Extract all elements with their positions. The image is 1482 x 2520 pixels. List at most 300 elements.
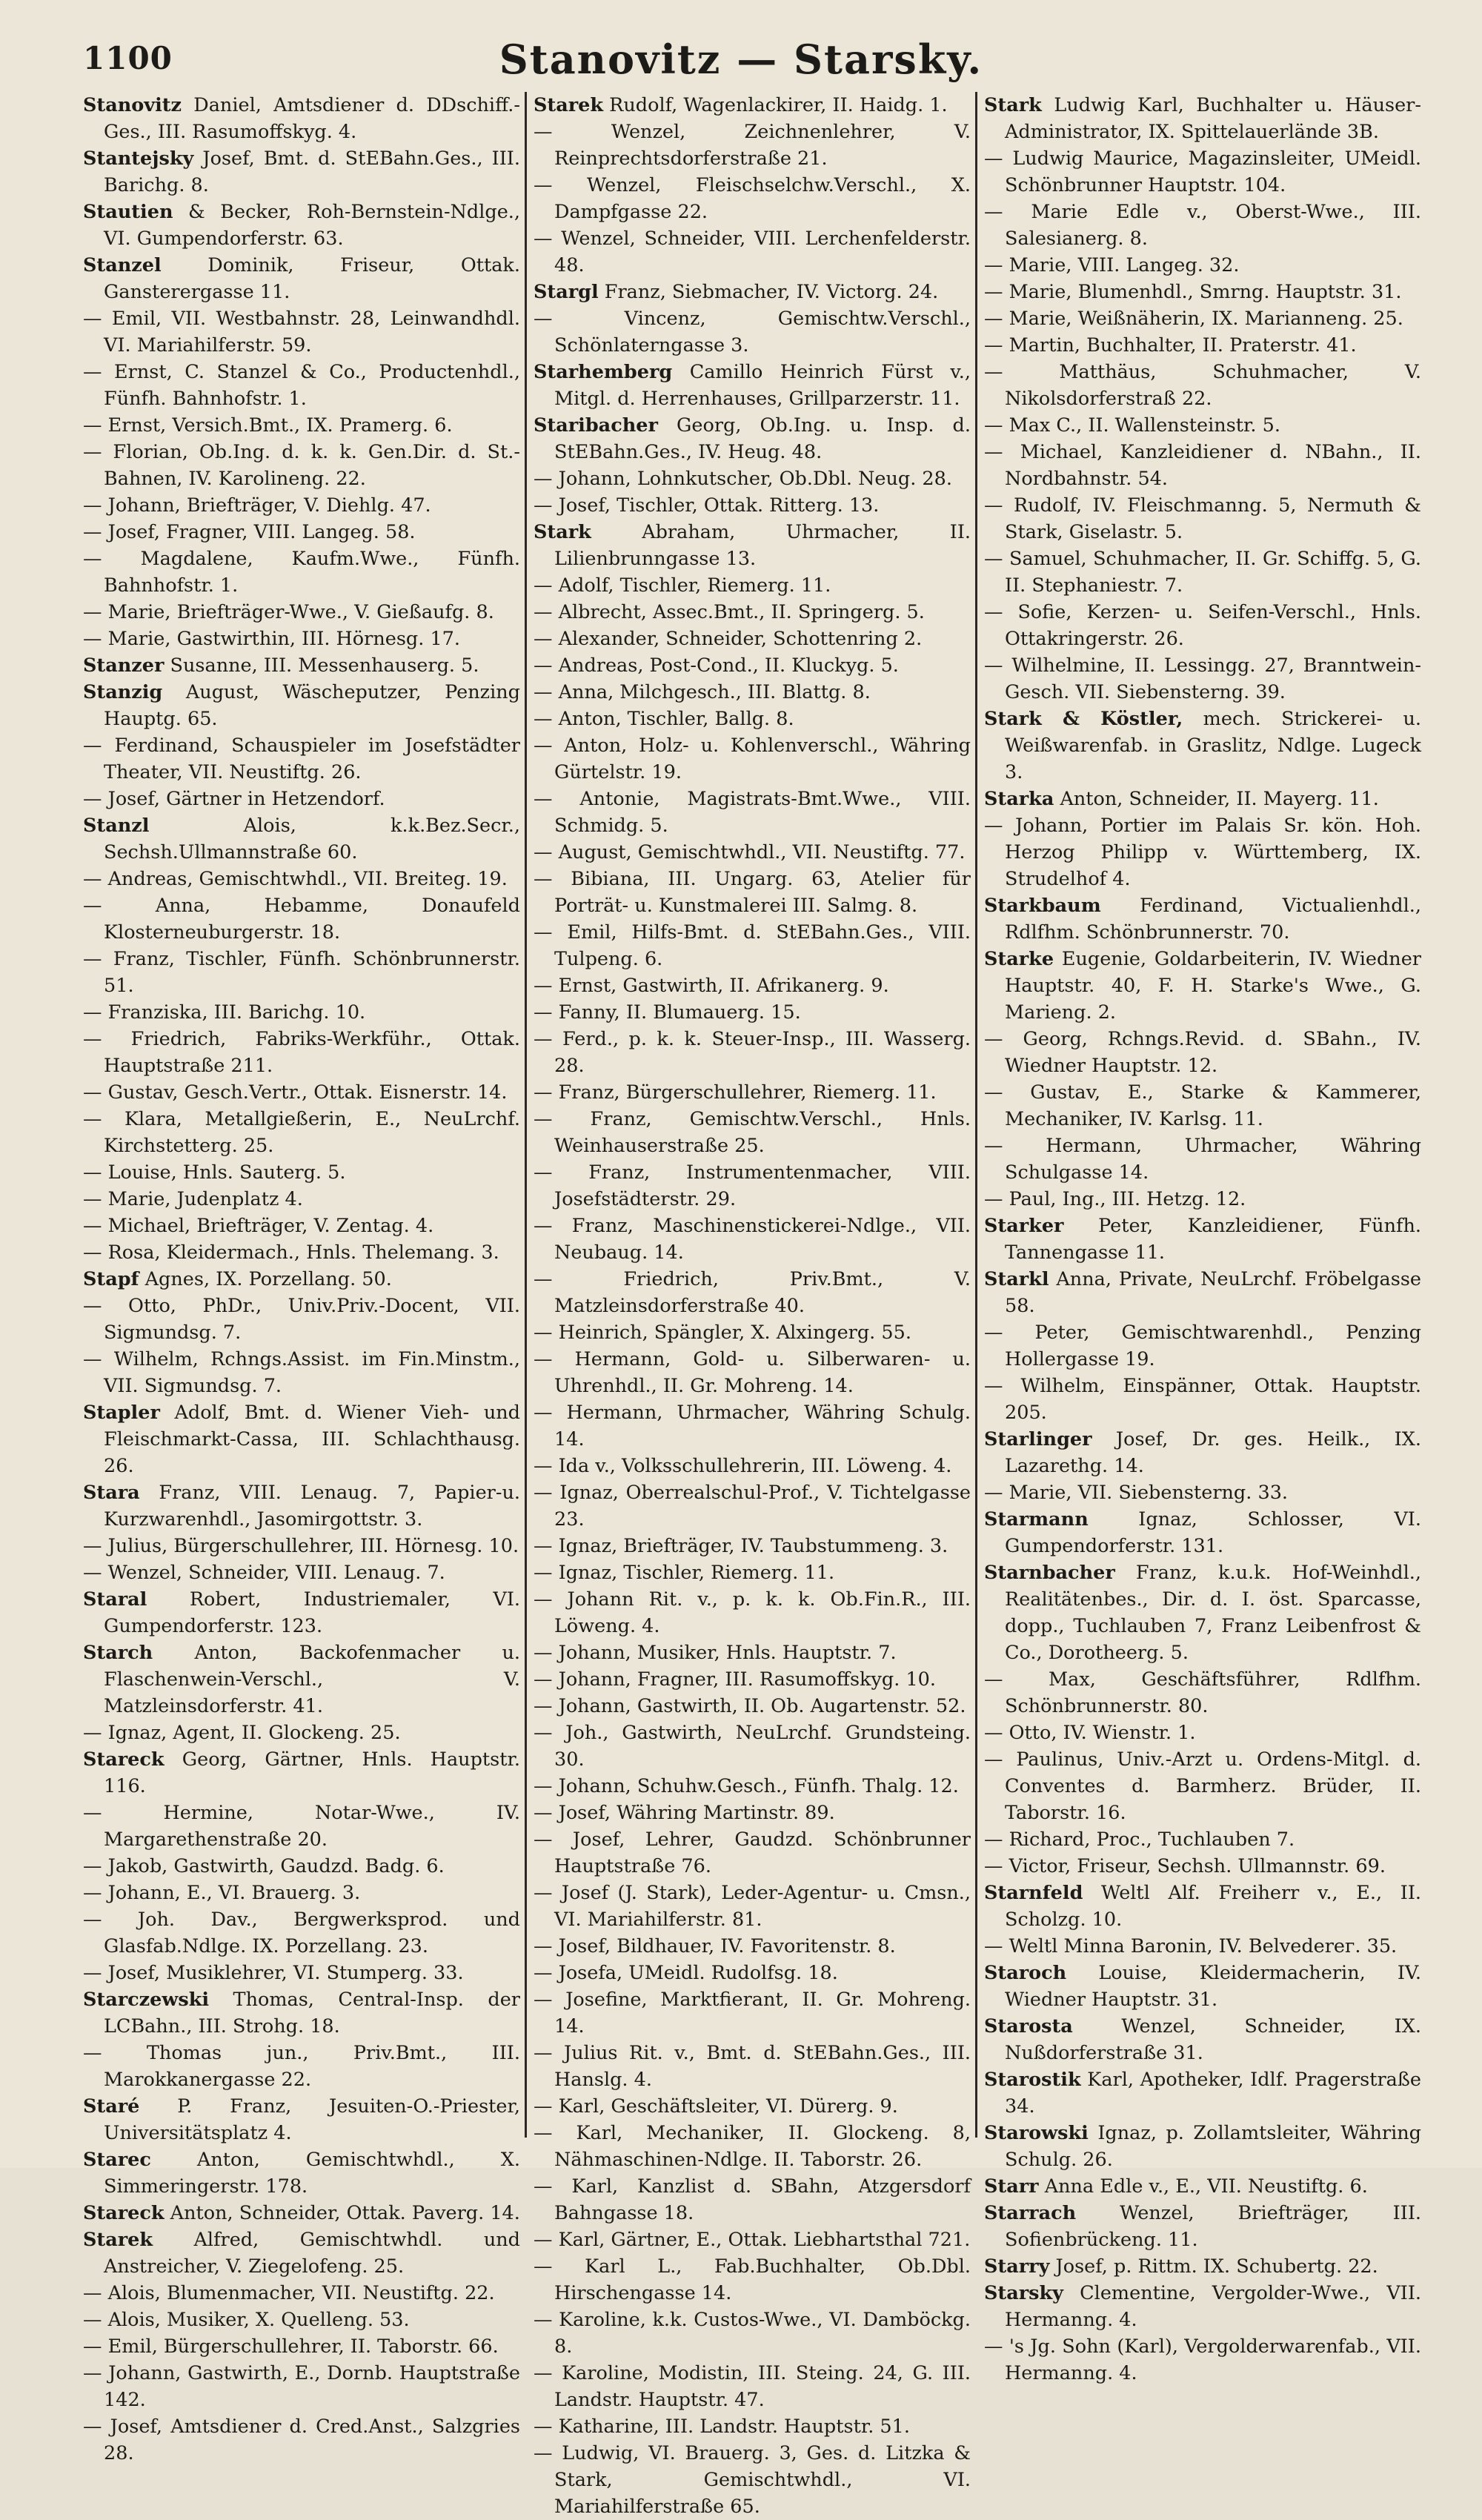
entry-details: — Wenzel, Schneider, VIII. Lerchenfelderstr. 48. [534, 228, 971, 276]
entry-surname: Stara [83, 1482, 140, 1504]
directory-entry [984, 546, 1421, 599]
entry-surname: Stanzig [83, 681, 163, 703]
entry-surname: Stautien [83, 201, 173, 223]
entry-details: — Johann, E., VI. Brauerg. 3. [83, 1882, 361, 1904]
entry-details: — Wenzel, Fleischselchw.Verschl., X. Dampfgasse 22. [534, 174, 971, 223]
directory-entry [83, 2307, 520, 2333]
entry-details: Josef, p. Rittm. IX. Schubertg. 22. [1049, 2255, 1378, 2278]
directory-entry [984, 1746, 1421, 1826]
entry-details: — Karl L., Fab.Buchhalter, Ob.Dbl. Hirschengasse 14. [534, 2255, 971, 2304]
entry-details: Anton, Gemischtwhdl., X. Simmeringerstr. 178. [104, 2149, 520, 2198]
entry-details: — Johann, Portier im Palais Sr. kön. Hoh. Herzog Philipp v. Württemberg, IX. Strudelhof 4. [984, 815, 1421, 890]
directory-entry [83, 1026, 520, 1079]
entry-details: — Rosa, Kleidermach., Hnls. Thelemang. 3. [83, 1241, 499, 1264]
entry-details: — Matthäus, Schuhmacher, V. Nikolsdorferstraß 22. [984, 361, 1421, 410]
directory-entry [83, 492, 520, 519]
entry-details: — Wilhelm, Rchngs.Assist. im Fin.Minstm., VII. Sigmundsg. 7. [83, 1348, 520, 1397]
directory-entry [83, 679, 520, 732]
entry-details: — Michael, Kanzleidiener d. NBahn., II. Nordbahnstr. 54. [984, 441, 1421, 490]
entry-surname: Starry [984, 2255, 1050, 2278]
directory-entry [984, 1266, 1421, 1319]
directory-entry [534, 1666, 971, 1693]
entry-surname: Starch [83, 1642, 153, 1664]
directory-entry [534, 305, 971, 359]
entry-surname: Starosta [984, 2015, 1073, 2037]
entry-details: — Marie, Weißnäherin, IX. Marianneng. 25. [984, 308, 1403, 330]
directory-entry [83, 2360, 520, 2413]
entry-details: Franz, Siebmacher, IV. Victorg. 24. [598, 281, 939, 303]
directory-entry [984, 199, 1421, 252]
directory-entry [83, 305, 520, 359]
entry-details: — Wilhelm, Einspänner, Ottak. Hauptstr. 205. [984, 1375, 1421, 1424]
directory-entry [534, 1399, 971, 1453]
entry-surname: Stapf [83, 1268, 139, 1290]
entry-details: Georg, Gärtner, Hnls. Hauptstr. 116. [104, 1748, 520, 1797]
directory-entry [534, 412, 971, 465]
directory-entry [83, 2280, 520, 2307]
directory-entry [534, 225, 971, 279]
directory-entry [83, 252, 520, 305]
entry-details: — Ignaz, Oberrealschul-Prof., V. Tichtelgasse 23. [534, 1482, 971, 1531]
entry-details: — Ferdinand, Schauspieler im Josefstädter Theater, VII. Neustiftg. 26. [83, 735, 520, 783]
directory-entry [984, 439, 1421, 492]
entry-details: — Katharine, III. Landstr. Hauptstr. 51. [534, 2415, 910, 2438]
entry-details: — Peter, Gemischtwarenhdl., Penzing Hollergasse 19. [984, 1322, 1421, 1370]
entry-details: Anna, Private, NeuLrchf. Fröbelgasse 58. [1005, 1268, 1421, 1317]
entry-details: — Franz, Bürgerschullehrer, Riemerg. 11. [534, 1081, 937, 1104]
directory-entry [534, 359, 971, 412]
entry-details: Anton, Schneider, II. Mayerg. 11. [1054, 788, 1379, 810]
directory-entry [984, 92, 1421, 145]
entry-details: — Anton, Tischler, Ballg. 8. [534, 708, 794, 730]
directory-entry [83, 1346, 520, 1399]
entry-surname: Starke [984, 948, 1054, 970]
entry-details: — Johann, Gastwirth, II. Ob. Augartenstr. 52. [534, 1695, 966, 1717]
entry-surname: Starmann [984, 1508, 1089, 1531]
entry-details: — Thomas jun., Priv.Bmt., III. Marokkanergasse 22. [83, 2042, 520, 2091]
entry-details: — Ernst, C. Stanzel & Co., Productenhdl., Fünfh. Bahnhofstr. 1. [83, 361, 520, 410]
entry-details: — Johann, Musiker, Hnls. Hauptstr. 7. [534, 1642, 897, 1664]
directory-entry [83, 1239, 520, 1266]
entry-details: — Franz, Instrumentenmacher, VIII. Josefstädterstr. 29. [534, 1161, 971, 1210]
directory-entry [984, 1133, 1421, 1186]
entry-details: — Franz, Gemischtw.Verschl., Hnls. Weinhauserstraße 25. [534, 1108, 971, 1157]
directory-entry [83, 359, 520, 412]
entry-details: — Josef, Tischler, Ottak. Ritterg. 13. [534, 494, 880, 517]
directory-entry [534, 866, 971, 919]
column-divider [975, 92, 977, 2138]
directory-entry [83, 1106, 520, 1159]
entry-details: Thomas, Central-Insp. der LCBahn., III. Strohg. 18. [104, 1989, 520, 2037]
entry-details: August, Wäscheputzer, Penzing Hauptg. 65. [104, 681, 520, 730]
directory-entry [83, 412, 520, 439]
directory-entry [83, 2146, 520, 2200]
directory-entry [534, 1346, 971, 1399]
entry-surname: Stanzel [83, 254, 162, 276]
directory-entry [984, 2173, 1421, 2200]
entry-details: Adolf, Bmt. d. Wiener Vieh- und Fleischmarkt-Cassa, III. Schlachthausg. 26. [104, 1402, 520, 1477]
directory-entry [534, 599, 971, 626]
entry-details: — Josef, Bildhauer, IV. Favoritenstr. 8. [534, 1935, 896, 1957]
directory-entry [984, 1373, 1421, 1426]
directory-entry [534, 1479, 971, 1533]
entry-surname: Starczewski [83, 1989, 210, 2011]
directory-entry [984, 145, 1421, 199]
directory-entry [83, 652, 520, 679]
entry-details: — Johann, Briefträger, V. Diehlg. 47. [83, 494, 431, 517]
entry-details: Abraham, Uhrmacher, II. Lilienbrunngasse 13. [554, 521, 971, 570]
entry-details: — Hermann, Gold- u. Silberwaren- u. Uhrenhdl., II. Gr. Mohreng. 14. [534, 1348, 971, 1397]
directory-entry [83, 999, 520, 1026]
entry-details: — Klara, Metallgießerin, E., NeuLrchf. Kirchstetterg. 25. [83, 1108, 520, 1157]
entry-surname: Staral [83, 1588, 147, 1611]
entry-details: — Wilhelmine, II. Lessingg. 27, Branntwein-Gesch. VII. Siebensterng. 39. [984, 654, 1421, 703]
directory-entry [534, 492, 971, 519]
entry-details: — Michael, Briefträger, V. Zentag. 4. [83, 1215, 434, 1237]
entry-details: — Josef, Gärtner in Hetzendorf. [83, 788, 385, 810]
entry-surname: Starrach [984, 2202, 1077, 2224]
entry-details: — Ludwig Maurice, Magazinsleiter, UMeidl. Schönbrunner Hauptstr. 104. [984, 147, 1421, 196]
directory-entry [984, 786, 1421, 812]
directory-entry [534, 2120, 971, 2173]
entry-details: — August, Gemischtwhdl., VII. Neustiftg. 77. [534, 841, 966, 863]
entry-details: — Adolf, Tischler, Riemerg. 11. [534, 574, 831, 597]
entry-details: Susanne, III. Messenhauserg. 5. [164, 654, 479, 677]
entry-surname: Staré [83, 2095, 140, 2118]
directory-entry [534, 2253, 971, 2307]
directory-entry [83, 1986, 520, 2040]
entry-details: — Emil, Hilfs-Bmt. d. StEBahn.Ges., VIII. Tulpeng. 6. [534, 921, 971, 970]
column-1 [83, 92, 520, 2464]
entry-surname: Starkl [984, 1268, 1049, 1290]
entry-details: Alois, k.k.Bez.Secr., Sechsh.Ullmannstraße 60. [104, 815, 520, 863]
directory-entry [534, 652, 971, 679]
entry-surname: Stapler [83, 1402, 160, 1424]
entry-details: — Josefa, UMeidl. Rudolfsg. 18. [534, 1962, 838, 1984]
entry-details: — Karl, Gärtner, E., Ottak. Liebhartsthal 721. [534, 2229, 971, 2251]
directory-entry [534, 1986, 971, 2040]
entry-details: — Fanny, II. Blumauerg. 15. [534, 1001, 801, 1024]
entry-details: — Ignaz, Agent, II. Glockeng. 25. [83, 1722, 401, 1744]
directory-entry [984, 279, 1421, 305]
entry-details: — Gustav, Gesch.Vertr., Ottak. Eisnerstr. 14. [83, 1081, 508, 1104]
entry-surname: Stanzl [83, 815, 150, 837]
entry-surname: Starker [984, 1215, 1064, 1237]
directory-entry [83, 626, 520, 652]
directory-entry [534, 1800, 971, 1826]
directory-entry [83, 1586, 520, 1639]
entry-details: — Emil, VII. Westbahnstr. 28, Leinwandhdl. VI. Mariahilferstr. 59. [83, 308, 520, 357]
running-title: Stanovitz — Starsky. [499, 36, 983, 83]
entry-details: — Hermine, Notar-Wwe., IV. Margarethenstraße 20. [83, 1802, 520, 1851]
entry-details: Ignaz, p. Zollamtsleiter, Währing Schulg. 26. [1005, 2122, 1421, 2171]
entry-details: — Andreas, Gemischtwhdl., VII. Breiteg. 19. [83, 868, 508, 890]
entry-details: — Alois, Musiker, X. Quelleng. 53. [83, 2309, 410, 2331]
entry-details: Wenzel, Schneider, IX. Nußdorferstraße 31. [1005, 2015, 1421, 2064]
entry-details: — Victor, Friseur, Sechsh. Ullmannstr. 69. [984, 1855, 1386, 1877]
directory-entry [984, 1880, 1421, 1933]
entry-details: — Marie, Judenplatz 4. [83, 1188, 303, 1210]
entry-surname: Starostik [984, 2069, 1081, 2091]
directory-entry [83, 1800, 520, 1853]
directory-entry [534, 1159, 971, 1213]
directory-entry [534, 1933, 971, 1960]
entry-details: — Samuel, Schuhmacher, II. Gr. Schiffg. 5, G. II. Stephaniestr. 7. [984, 548, 1421, 597]
entry-details: — Johann, Gastwirth, E., Dornb. Hauptstraße 142. [83, 2362, 520, 2411]
directory-entry [984, 492, 1421, 546]
entry-details: — Karl, Mechaniker, II. Glockeng. 8, Nähmaschinen-Ndlge. II. Taborstr. 26. [534, 2122, 971, 2171]
entry-details: — Josef, Lehrer, Gaudzd. Schönbrunner Hauptstraße 76. [534, 1828, 971, 1877]
entry-details: — Magdalene, Kaufm.Wwe., Fünfh. Bahnhofstr. 1. [83, 548, 520, 597]
directory-entry [534, 839, 971, 866]
entry-details: & Becker, Roh-Bernstein-Ndlge., VI. Gumpendorferstr. 63. [104, 201, 520, 250]
entry-details: — Franz, Tischler, Fünfh. Schönbrunnerstr. 51. [83, 948, 520, 997]
directory-entry [984, 1479, 1421, 1506]
entry-details: — Julius, Bürgerschullehrer, III. Hörnesg. 10. [83, 1535, 519, 1557]
directory-entry [83, 2093, 520, 2146]
entry-details: — Ignaz, Tischler, Riemerg. 11. [534, 1562, 835, 1584]
directory-entry [984, 1826, 1421, 1853]
directory-entry [83, 892, 520, 946]
directory-entry [83, 866, 520, 892]
entry-surname: Staroch [984, 1962, 1067, 1984]
directory-entry [984, 1319, 1421, 1373]
entry-surname: Starnbacher [984, 1562, 1115, 1584]
directory-entry [83, 145, 520, 199]
directory-entry [534, 1880, 971, 1933]
entry-details: Rudolf, Wagenlackirer, II. Haidg. 1. [603, 94, 948, 116]
entry-details: — Otto, IV. Wienstr. 1. [984, 1722, 1196, 1744]
entry-details: — Anna, Milchgesch., III. Blattg. 8. [534, 681, 871, 703]
entry-details: Robert, Industriemaler, VI. Gumpendorferstr. 123. [104, 1588, 520, 1637]
entry-details: — Anna, Hebamme, Donaufeld Klosterneuburgerstr. 18. [83, 895, 520, 944]
entry-details: — Max C., II. Wallensteinstr. 5. [984, 414, 1280, 437]
directory-entry [984, 652, 1421, 706]
directory-entry [534, 626, 971, 652]
entry-details: — Marie, Blumenhdl., Smrng. Hauptstr. 31. [984, 281, 1402, 303]
entry-details: Weltl Alf. Freiherr v., E., II. Scholzg. 10. [1005, 1882, 1421, 1931]
entry-details: — Paul, Ing., III. Hetzg. 12. [984, 1188, 1246, 1210]
directory-entry [83, 1159, 520, 1186]
directory-entry [534, 2307, 971, 2360]
directory-entry [984, 359, 1421, 412]
directory-entry [984, 1720, 1421, 1746]
directory-entry [534, 172, 971, 225]
entry-details: Anna Edle v., E., VII. Neustiftg. 6. [1038, 2175, 1368, 2198]
directory-entry [83, 2040, 520, 2093]
entry-details: Wenzel, Briefträger, III. Sofienbrückeng. 11. [1005, 2202, 1421, 2251]
directory-entry [984, 2280, 1421, 2333]
directory-entry [534, 679, 971, 706]
entry-surname: Stantejsky [83, 147, 194, 170]
directory-entry [984, 1079, 1421, 1133]
entry-details: — Friedrich, Priv.Bmt., V. Matzleinsdorferstraße 40. [534, 1268, 971, 1317]
entry-details: — Alexander, Schneider, Schottenring 2. [534, 628, 923, 650]
directory-entry [984, 892, 1421, 946]
directory-entry [83, 439, 520, 492]
directory-entry [534, 786, 971, 839]
entry-details: — Jakob, Gastwirth, Gaudzd. Badg. 6. [83, 1855, 445, 1877]
entry-details: — Ludwig, VI. Brauerg. 3, Ges. d. Litzka & Stark, Gemischtwhdl., VI. Mariahilferstraße 65. [534, 2442, 971, 2518]
entry-details: — Franziska, III. Barichg. 10. [83, 1001, 366, 1024]
entry-details: — Julius Rit. v., Bmt. d. StEBahn.Ges., III. Hanslg. 4. [534, 2042, 971, 2091]
directory-entry [984, 1933, 1421, 1960]
directory-entry [534, 2440, 971, 2520]
directory-entry [984, 1186, 1421, 1213]
directory-entry [83, 199, 520, 252]
directory-entry [83, 92, 520, 145]
entry-surname: Stanzer [83, 654, 165, 677]
entry-details: — Anton, Holz- u. Kohlenverschl., Währing Gürtelstr. 19. [534, 735, 971, 783]
entry-surname: Starowski [984, 2122, 1089, 2144]
column-divider [525, 92, 527, 2138]
directory-entry [83, 1213, 520, 1239]
entry-details: — Heinrich, Spängler, X. Alxingerg. 55. [534, 1322, 911, 1344]
entry-details: Camillo Heinrich Fürst v., Mitgl. d. Herrenhauses, Grillparzerstr. 11. [554, 361, 971, 410]
entry-details: Georg, Ob.Ing. u. Insp. d. StEBahn.Ges., IV. Heug. 48. [554, 414, 971, 463]
entry-details: — Wenzel, Schneider, VIII. Lenaug. 7. [83, 1562, 445, 1584]
directory-entry [534, 1826, 971, 1880]
directory-entry [984, 599, 1421, 652]
directory-entry [83, 1266, 520, 1293]
entry-details: — Richard, Proc., Tuchlauben 7. [984, 1828, 1295, 1851]
entry-details: — Marie, VIII. Langeg. 32. [984, 254, 1240, 276]
entry-details: — Georg, Rchngs.Revid. d. SBahn., IV. Wiedner Hauptstr. 12. [984, 1028, 1421, 1077]
entry-surname: Starek [83, 2229, 153, 2251]
directory-entry [534, 706, 971, 732]
directory-entry [83, 946, 520, 999]
entry-details: — Marie Edle v., Oberst-Wwe., III. Salesianerg. 8. [984, 201, 1421, 250]
directory-entry [83, 599, 520, 626]
directory-entry [984, 1853, 1421, 1880]
directory-entry [984, 1026, 1421, 1079]
directory-entry [984, 2333, 1421, 2387]
directory-entry [534, 1106, 971, 1159]
directory-entry [984, 252, 1421, 279]
entry-details: — Martin, Buchhalter, II. Praterstr. 41. [984, 334, 1357, 357]
entry-details: — Ernst, Versich.Bmt., IX. Pramerg. 6. [83, 414, 453, 437]
directory-entry [83, 519, 520, 546]
entry-details: — Bibiana, III. Ungarg. 63, Atelier für Porträt- u. Kunstmalerei III. Salmg. 8. [534, 868, 971, 917]
entry-details: — Friedrich, Fabriks-Werkführ., Ottak. Hauptstraße 211. [83, 1028, 520, 1077]
entry-details: Dominik, Friseur, Ottak. Gansterergasse 11. [104, 254, 520, 303]
directory-entry [534, 999, 971, 1026]
directory-entry [534, 1533, 971, 1559]
entry-details: — Ernst, Gastwirth, II. Afrikanerg. 9. [534, 975, 889, 997]
directory-entry [83, 1533, 520, 1559]
directory-entry [534, 465, 971, 492]
entry-details: Daniel, Amtsdiener d. DDschiff.-Ges., III. Rasumoffskyg. 4. [104, 94, 520, 143]
directory-entry [534, 2360, 971, 2413]
entry-details: — Johann, Fragner, III. Rasumoffskyg. 10. [534, 1668, 936, 1691]
entry-details: — Paulinus, Univ.-Arzt u. Ordens-Mitgl. d. Conventes d. Barmherz. Brüder, II. Taborstr. 16. [984, 1748, 1421, 1824]
directory-entry [83, 2413, 520, 2467]
directory-entry [534, 1213, 971, 1266]
directory-entry [83, 1079, 520, 1106]
entry-details: Eugenie, Goldarbeiterin, IV. Wiedner Hauptstr. 40, F. H. Starke's Wwe., G. Marieng. 2. [1005, 948, 1421, 1024]
entry-surname: Stareck [83, 2202, 165, 2224]
entry-details: — Ida v., Volksschullehrerin, III. Löweng. 4. [534, 1455, 952, 1477]
entry-details: Alfred, Gemischtwhdl. und Anstreicher, V. Ziegelofeng. 25. [104, 2229, 520, 2278]
entry-details: Anton, Schneider, Ottak. Paverg. 14. [164, 2202, 520, 2224]
entry-details: Anton, Backofenmacher u. Flaschenwein-Verschl., V. Matzleinsdorferstr. 41. [104, 1642, 520, 1717]
directory-entry [534, 732, 971, 786]
directory-entry [534, 572, 971, 599]
entry-surname: Starek [534, 94, 604, 116]
directory-entry [534, 1720, 971, 1773]
entry-surname: Starr [984, 2175, 1039, 2198]
entry-surname: Stark [984, 94, 1042, 116]
entry-details: — Ignaz, Briefträger, IV. Taubstummeng. 3. [534, 1535, 948, 1557]
entry-details: — Johann, Schuhw.Gesch., Fünfh. Thalg. 12. [534, 1775, 959, 1797]
directory-entry [83, 732, 520, 786]
directory-entry [984, 1213, 1421, 1266]
entry-surname: Starec [83, 2149, 151, 2171]
entry-details: — Louise, Hnls. Sauterg. 5. [83, 1161, 346, 1184]
entry-details: mech. Strickerei- u. Weißwarenfab. in Graslitz, Ndlge. Lugeck 3. [1005, 708, 1421, 783]
entry-details: — Marie, Briefträger-Wwe., V. Gießaufg. 8. [83, 601, 494, 623]
entry-details: — Joh., Gastwirth, NeuLrchf. Grundsteing. 30. [534, 1722, 971, 1771]
directory-entry [83, 1880, 520, 1906]
directory-entry [984, 2066, 1421, 2120]
entry-details: Josef, Dr. ges. Heilk., IX. Lazarethg. 14. [1005, 1428, 1421, 1477]
entry-details: — Karl, Geschäftsleiter, VI. Dürerg. 9. [534, 2095, 898, 2118]
entry-details: Clementine, Vergolder-Wwe., VII. Hermanng. 4. [1005, 2282, 1421, 2331]
directory-entry [534, 2173, 971, 2226]
directory-entry [534, 2226, 971, 2253]
entry-details: — Karl, Kanzlist d. SBahn, Atzgersdorf Bahngasse 18. [534, 2175, 971, 2224]
entry-details: — Josef (J. Stark), Leder-Agentur- u. Cmsn., VI. Mariahilferstr. 81. [534, 1882, 971, 1931]
directory-entry [83, 1293, 520, 1346]
entry-details: — Josefine, Marktfierant, II. Gr. Mohreng. 14. [534, 1989, 971, 2037]
entry-details: Louise, Kleidermacherin, IV. Wiedner Hauptstr. 31. [1005, 1962, 1421, 2011]
directory-entry [534, 1559, 971, 1586]
directory-entry [83, 1853, 520, 1880]
entry-details: — Albrecht, Assec.Bmt., II. Springerg. 5. [534, 601, 925, 623]
directory-entry [534, 1453, 971, 1479]
entry-details: Ludwig Karl, Buchhalter u. Häuser-Administrator, IX. Spittelauerlände 3B. [1005, 94, 1421, 143]
entry-surname: Starkbaum [984, 895, 1101, 917]
entry-details: Ignaz, Schlosser, VI. Gumpendorferstr. 131. [1005, 1508, 1421, 1557]
directory-entry [83, 1639, 520, 1720]
directory-entry [83, 546, 520, 599]
entry-details: Franz, VIII. Lenaug. 7, Papier-u. Kurzwarenhdl., Jasomirgottstr. 3. [104, 1482, 520, 1531]
directory-entry [534, 1319, 971, 1346]
directory-entry [534, 1693, 971, 1720]
directory-entry [534, 519, 971, 572]
entry-details: — Emil, Bürgerschullehrer, II. Taborstr. 66. [83, 2335, 499, 2358]
entry-details: — Alois, Blumenmacher, VII. Neustiftg. 22. [83, 2282, 495, 2304]
directory-entry [984, 305, 1421, 332]
directory-entry [83, 1559, 520, 1586]
directory-entry [83, 786, 520, 812]
entry-details: — Johann Rit. v., p. k. k. Ob.Fin.R., III. Löweng. 4. [534, 1588, 971, 1637]
directory-entry [534, 2093, 971, 2120]
directory-entry [83, 1746, 520, 1800]
column-2 [534, 92, 971, 2518]
entry-details: Peter, Kanzleidiener, Fünfh. Tannengasse 11. [1005, 1215, 1421, 1264]
directory-entry [984, 1666, 1421, 1720]
directory-entry [83, 1186, 520, 1213]
entry-details: — Otto, PhDr., Univ.Priv.-Docent, VII. Sigmundsg. 7. [83, 1295, 520, 1344]
directory-entry [534, 92, 971, 119]
entry-details: — Vincenz, Gemischtw.Verschl., Schönlaterngasse 3. [534, 308, 971, 357]
directory-entry [984, 332, 1421, 359]
directory-entry [534, 1266, 971, 1319]
directory-entry [984, 812, 1421, 892]
entry-surname: Stargl [534, 281, 599, 303]
directory-entry [984, 706, 1421, 786]
